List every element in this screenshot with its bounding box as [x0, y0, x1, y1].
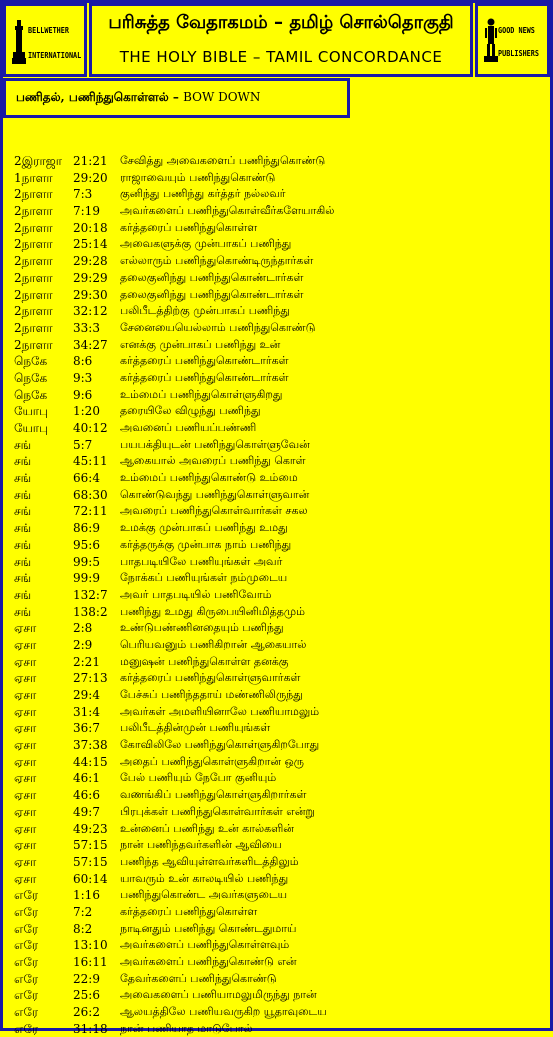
verse-text: தரையிலே விழுந்து பணிந்து: [120, 404, 261, 418]
verse-row: [14, 770, 544, 787]
verse-text: பாதபடியிலே பணியுங்கள் அவர்: [120, 554, 283, 568]
verse-text: மனுஷன் பணிந்துகொள்ள தனக்கு: [120, 654, 289, 668]
verse-text: தலைகுனிந்து பணிந்துகொண்டார்கள்: [120, 270, 304, 284]
verse-text: பயபக்தியுடன் பணிந்துகொள்ளுவேன்: [120, 437, 310, 451]
verse-ref: 20:18: [73, 220, 108, 235]
verse-text: சேனையையெல்லாம் பணிந்துகொண்டு: [120, 320, 316, 334]
verse-ref: 9:6: [73, 387, 93, 402]
verse-row: [14, 470, 544, 487]
verse-text: ராஜாவையும் பணிந்துகொண்டு: [120, 170, 276, 184]
verse-book: எரே: [14, 1021, 39, 1036]
verse-book: 2நாளா: [14, 320, 53, 335]
verse-ref: 68:30: [73, 487, 108, 502]
verse-book: யோபு: [14, 421, 49, 435]
verse-ref: 29:20: [73, 170, 108, 185]
verse-book: 2நாளா: [14, 304, 53, 319]
verse-row: [14, 871, 544, 888]
verse-row: [14, 370, 544, 387]
verse-book: சங்: [14, 604, 32, 619]
verse-text: பணிந்து உமது கிருபையினிமித்தமும்: [120, 604, 305, 618]
verse-ref: 25:14: [73, 237, 108, 252]
title-box: [89, 3, 473, 77]
verse-text: கர்த்தரைப் பணிந்துகொண்டார்கள்: [120, 354, 289, 368]
verse-row: [14, 153, 544, 170]
verse-book: சங்: [14, 571, 32, 586]
verse-row: [14, 754, 544, 771]
verse-book: ஏசா: [14, 738, 37, 753]
verse-book: எரே: [14, 988, 39, 1003]
verse-ref: 36:7: [73, 721, 100, 736]
verse-text: தேவர்களைப் பணிந்துகொண்டு: [120, 971, 277, 985]
verse-row: [14, 287, 544, 304]
title-tamil: பரிசுத்த வேதாகமம் – தமிழ் சொல்தொகுதி: [108, 12, 454, 33]
verse-ref: 99:9: [73, 571, 100, 586]
verse-ref: 8:6: [73, 354, 93, 369]
verse-book: 2நாளா: [14, 270, 53, 285]
verse-ref: 37:38: [73, 738, 108, 753]
verse-book: ஏசா: [14, 721, 37, 736]
verse-row: [14, 587, 544, 604]
verse-text: உமக்கு முன்பாகப் பணிந்து உமது: [120, 521, 288, 535]
verse-text: அவரைப் பணிந்துகொள்வார்கள் சகல: [120, 504, 308, 518]
verse-row: [14, 971, 544, 988]
verse-text: அவர்கள் அமளியினாலே பணியாமலும்: [120, 704, 320, 718]
verse-row: [14, 570, 544, 587]
verse-book: சங்: [14, 437, 32, 452]
verse-text: கர்த்தரைப் பணிந்துகொள்ள: [120, 904, 258, 918]
verse-text: நாடினதும் பணிந்து கொண்டதுமாய்: [120, 921, 297, 935]
verse-row: [14, 887, 544, 904]
verse-row: [14, 453, 544, 470]
verse-book: சங்: [14, 471, 32, 486]
verse-row: [14, 804, 544, 821]
verse-book: சங்: [14, 554, 32, 569]
verse-ref: 40:12: [73, 421, 108, 435]
verse-book: ஏசா: [14, 854, 37, 869]
verse-ref: 9:3: [73, 370, 93, 385]
verse-text: கர்த்தருக்கு முன்பாக நாம் பணிந்து: [120, 537, 292, 551]
verse-row: [14, 821, 544, 838]
verse-row: [14, 654, 544, 671]
verse-ref: 29:4: [73, 688, 100, 702]
verse-book: 2நாளா: [14, 204, 53, 219]
verse-ref: 1:20: [73, 404, 100, 419]
verse-ref: 46:1: [73, 771, 100, 786]
verse-row: [14, 186, 544, 203]
verse-book: எரே: [14, 888, 39, 903]
verse-ref: 7:19: [73, 204, 100, 219]
verse-text: அவனைப் பணியப்பண்ணி: [120, 421, 257, 434]
verse-text: வணங்கிப் பணிந்துகொள்ளுகிறார்கள்: [120, 788, 307, 802]
verse-text: அவர்களைப் பணிந்துகொள்ளவும்: [120, 938, 290, 952]
verse-text: அதைப் பணிந்துகொள்ளுகிறான் ஒரு: [120, 754, 304, 768]
verse-row: [14, 637, 544, 654]
verse-text: நான் பணிந்தவர்களின் ஆவியை: [120, 838, 282, 852]
verse-row: [14, 720, 544, 737]
topic-english: BOW DOWN: [183, 90, 261, 104]
tower-icon: [12, 20, 26, 64]
verse-row: [14, 554, 544, 571]
verse-book: நெகே: [14, 354, 48, 369]
verse-text: ஆலயத்திலே பணியவருகிற யூதாவுடைய: [120, 1005, 327, 1019]
verse-row: [14, 270, 544, 287]
verse-book: ஏசா: [14, 671, 37, 686]
logo-right-line2: PUBLISHERS: [498, 49, 539, 58]
verse-book: எரே: [14, 938, 39, 953]
verse-text: ஆகையால் அவரைப் பணிந்து கொள்: [120, 454, 306, 468]
verse-text: கர்த்தரைப் பணிந்துகொண்டார்கள்: [120, 370, 289, 384]
verse-book: சங்: [14, 537, 32, 552]
verse-ref: 2:9: [73, 637, 93, 652]
verse-row: [14, 437, 544, 454]
verse-ref: 31:4: [73, 704, 100, 719]
bellwether-logo: [3, 3, 87, 77]
verse-book: 2நாளா: [14, 287, 53, 302]
verse-text: அவைகளைப் பணியாமலுமிருந்து நான்: [120, 988, 317, 1002]
verse-row: [14, 203, 544, 220]
verse-text: நான் பணியாத மாடுபோல்: [120, 1021, 253, 1035]
verse-book: சங்: [14, 454, 32, 469]
verse-ref: 132:7: [73, 587, 108, 602]
verse-ref: 45:11: [73, 454, 108, 469]
verse-ref: 60:14: [73, 871, 108, 886]
verse-text: எனக்கு முன்பாகப் பணிந்து உன்: [120, 337, 281, 351]
verse-ref: 8:2: [73, 921, 93, 936]
verse-book: ஏசா: [14, 637, 37, 652]
verse-row: [14, 954, 544, 971]
verse-ref: 99:5: [73, 554, 100, 569]
verse-ref: 33:3: [73, 320, 100, 335]
verse-book: 2நாளா: [14, 254, 53, 269]
verse-text: உம்மைப் பணிந்துகொண்டு உம்மை: [120, 471, 298, 485]
verse-book: ஏசா: [14, 704, 37, 719]
verse-book: சங்: [14, 504, 32, 519]
topic-separator: –: [168, 90, 184, 104]
verse-row: [14, 987, 544, 1004]
verse-row: [14, 837, 544, 854]
verse-ref: 2:21: [73, 654, 100, 669]
verse-text: உன்னைப் பணிந்து உன் கால்களின்: [120, 821, 294, 835]
verse-book: சங்: [14, 487, 32, 502]
verse-row: [14, 487, 544, 504]
verse-row: [14, 387, 544, 404]
verse-row: [14, 537, 544, 554]
verse-ref: 29:30: [73, 287, 108, 302]
verse-row: [14, 1004, 544, 1021]
verse-ref: 7:2: [73, 904, 93, 919]
verse-text: அவர்களைப் பணிந்துகொண்டு என்: [120, 955, 297, 968]
good-news-logo: [475, 3, 550, 77]
verse-text: எல்லாரும் பணிந்துகொண்டிருந்தார்கள்: [120, 254, 314, 268]
verse-ref: 26:2: [73, 1005, 100, 1020]
verse-ref: 44:15: [73, 754, 108, 769]
verse-book: சங்: [14, 587, 32, 602]
verse-text: பிரபுக்கள் பணிந்துகொள்வார்கள் என்று: [120, 804, 315, 818]
verse-book: 2இராஜா: [14, 154, 63, 168]
verse-ref: 95:6: [73, 537, 100, 552]
verse-book: எரே: [14, 955, 39, 969]
verse-ref: 66:4: [73, 471, 100, 486]
logo-left-line1: BELLWETHER: [28, 26, 69, 35]
verse-row: [14, 787, 544, 804]
verse-ref: 138:2: [73, 604, 108, 619]
verse-text: சேவித்து அவைகளைப் பணிந்துகொண்டு: [120, 154, 326, 167]
verse-ref: 34:27: [73, 337, 108, 352]
verse-ref: 49:23: [73, 821, 108, 836]
verse-text: கொண்டுவந்து பணிந்துகொள்ளுவான்: [120, 487, 310, 501]
verse-ref: 29:29: [73, 270, 108, 285]
verse-book: ஏசா: [14, 621, 37, 636]
verse-book: 2நாளா: [14, 187, 53, 202]
verse-text: உம்மைப் பணிந்துகொள்ளுகிறது: [120, 387, 283, 401]
verse-row: [14, 403, 544, 420]
verse-ref: 1:16: [73, 888, 100, 903]
verse-list: [14, 153, 544, 1037]
verse-book: நெகே: [14, 387, 48, 402]
logo-right-line1: GOOD NEWS: [498, 26, 535, 35]
verse-row: [14, 353, 544, 370]
verse-row: [14, 303, 544, 320]
verse-ref: 2:8: [73, 621, 93, 636]
verse-text: தலைகுனிந்து பணிந்துகொண்டார்கள்: [120, 287, 304, 301]
verse-book: எரே: [14, 921, 39, 936]
verse-text: யாவரும் உன் காலடியில் பணிந்து: [120, 871, 289, 885]
verse-book: ஏசா: [14, 871, 37, 886]
verse-row: [14, 620, 544, 637]
verse-text: பலிபீடத்தின்முன் பணியுங்கள்: [120, 721, 271, 735]
verse-row: [14, 420, 544, 437]
verse-text: பணிந்த ஆவியுள்ளவர்களிடத்திலும்: [120, 854, 299, 868]
verse-row: [14, 937, 544, 954]
verse-ref: 27:13: [73, 671, 108, 686]
verse-row: [14, 904, 544, 921]
verse-text: அவைகளுக்கு முன்பாகப் பணிந்து: [120, 237, 292, 251]
verse-ref: 57:15: [73, 838, 108, 853]
figure-icon: [484, 18, 498, 62]
verse-ref: 16:11: [73, 955, 108, 969]
verse-book: ஏசா: [14, 838, 37, 853]
verse-text: நோக்கப் பணியுங்கள் நம்முடைய: [120, 571, 288, 585]
verse-ref: 25:6: [73, 988, 100, 1003]
logo-left-line2: INTERNATIONAL: [28, 51, 82, 60]
verse-text: பெரியவனும் பணிகிறான் ஆகையால்: [120, 637, 307, 651]
verse-text: பலிபீடத்திற்கு முன்பாகப் பணிந்து: [120, 304, 290, 318]
verse-ref: 5:7: [73, 437, 93, 452]
verse-ref: 86:9: [73, 521, 100, 536]
verse-book: யோபு: [14, 404, 49, 419]
verse-book: எரே: [14, 971, 39, 986]
verse-row: [14, 320, 544, 337]
verse-row: [14, 253, 544, 270]
verse-book: 2நாளா: [14, 220, 53, 235]
verse-row: [14, 687, 544, 704]
verse-book: சங்: [14, 521, 32, 536]
title-english: THE HOLY BIBLE – TAMIL CONCORDANCE: [119, 48, 443, 66]
verse-row: [14, 854, 544, 871]
verse-row: [14, 503, 544, 520]
verse-ref: 57:15: [73, 854, 108, 869]
verse-ref: 46:6: [73, 788, 100, 803]
verse-row: [14, 670, 544, 687]
verse-book: எரே: [14, 1005, 39, 1020]
verse-book: ஏசா: [14, 771, 37, 786]
verse-row: [14, 604, 544, 621]
verse-book: 1நாளா: [14, 170, 53, 185]
verse-ref: 29:28: [73, 254, 108, 269]
verse-row: [14, 704, 544, 721]
verse-row: [14, 737, 544, 754]
verse-ref: 7:3: [73, 187, 93, 202]
verse-book: 2நாளா: [14, 337, 53, 352]
verse-ref: 22:9: [73, 971, 100, 986]
topic-heading: [16, 90, 260, 106]
verse-text: பணிந்துகொண்ட அவர்களுடைய: [120, 888, 288, 902]
verse-text: கர்த்தரைப் பணிந்துகொள்ள: [120, 220, 258, 234]
verse-text: அவர்களைப் பணிந்துகொள்வீர்களேயாகில்: [120, 204, 335, 218]
verse-ref: 72:11: [73, 504, 108, 519]
verse-book: ஏசா: [14, 654, 37, 669]
verse-row: [14, 520, 544, 537]
verse-ref: 32:12: [73, 304, 108, 319]
verse-book: எரே: [14, 904, 39, 919]
verse-book: நெகே: [14, 370, 48, 385]
verse-row: [14, 921, 544, 938]
verse-book: ஏசா: [14, 688, 37, 702]
verse-text: கர்த்தரைப் பணிந்துகொள்ளுவார்கள்: [120, 671, 301, 685]
verse-ref: 21:21: [73, 154, 108, 168]
verse-book: 2நாளா: [14, 237, 53, 252]
verse-row: [14, 170, 544, 187]
verse-text: குனிந்து பணிந்து கர்த்தர் நல்லவர்: [120, 187, 286, 201]
verse-book: ஏசா: [14, 788, 37, 803]
verse-ref: 13:10: [73, 938, 108, 953]
verse-text: பேல் பணியும் நேபோ குனியும்: [120, 771, 277, 785]
verse-book: ஏசா: [14, 754, 37, 769]
topic-box: [3, 78, 350, 118]
verse-book: ஏசா: [14, 804, 37, 819]
verse-text: உண்டுபண்ணினதையும் பணிந்து: [120, 621, 284, 635]
verse-row: [14, 236, 544, 253]
verse-text: அவர் பாதபடியில் பணிவோம்: [120, 587, 272, 601]
verse-text: பேச்சுப் பணிந்ததாய் மண்ணிலிருந்து: [120, 688, 303, 701]
verse-row: [14, 1021, 544, 1037]
verse-row: [14, 337, 544, 354]
verse-row: [14, 220, 544, 237]
verse-ref: 49:7: [73, 804, 100, 819]
topic-tamil: பணிதல், பணிந்துகொள்ளல்: [16, 90, 169, 104]
verse-ref: 31:18: [73, 1021, 108, 1036]
verse-text: கோவிலிலே பணிந்துகொள்ளுகிறபோது: [120, 738, 320, 752]
verse-book: ஏசா: [14, 821, 37, 836]
